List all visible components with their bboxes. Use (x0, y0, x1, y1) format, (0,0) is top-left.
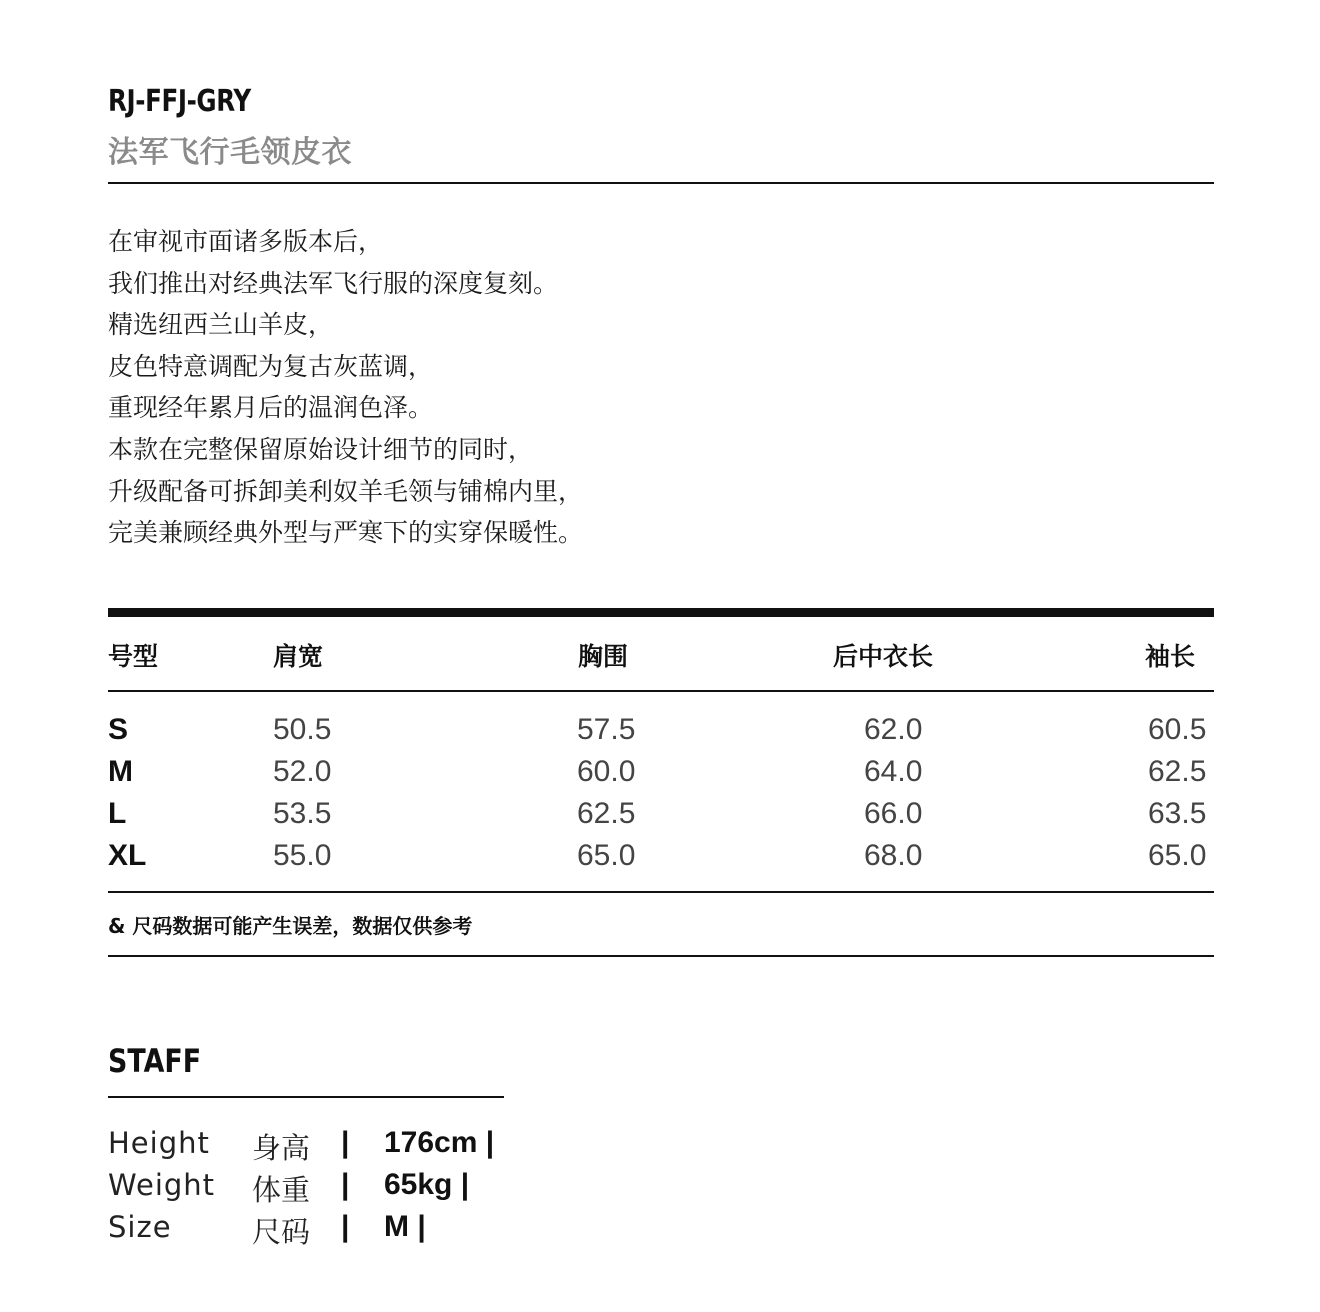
shoulder-value: 55.0 (273, 839, 332, 872)
staff-value: 176cm | (384, 1126, 495, 1159)
size-label: XL (108, 839, 147, 872)
back-length-value: 66.0 (864, 797, 923, 830)
staff-divider (108, 1096, 504, 1098)
note-divider (108, 955, 1214, 957)
sleeve-value: 62.5 (1148, 755, 1207, 788)
staff-label-zh: 体重 (252, 1173, 311, 1207)
header-shoulder: 肩宽 (273, 642, 324, 671)
staff-value: M | (384, 1210, 426, 1243)
description-line: 升级配备可拆卸美利奴羊毛领与铺棉内里， (108, 476, 584, 506)
chest-value: 57.5 (577, 713, 636, 746)
header-sleeve: 袖长 (1145, 642, 1196, 671)
staff-label-en: Height (108, 1126, 210, 1160)
shoulder-value: 53.5 (273, 797, 332, 830)
product-description (108, 221, 583, 554)
table-row (0, 794, 1320, 836)
product-name: 法军飞行毛领皮衣 (108, 135, 352, 170)
staff-separator: | (341, 1168, 350, 1201)
header-divider (108, 182, 1214, 184)
table-row (0, 836, 1320, 878)
size-disclaimer: & 尺码数据可能产生误差，数据仅供参考 (108, 914, 473, 938)
staff-label-en: Weight (108, 1168, 216, 1202)
header-chest: 胸围 (578, 642, 629, 671)
staff-separator: | (341, 1210, 350, 1243)
sleeve-value: 65.0 (1148, 839, 1207, 872)
description-line: 皮色特意调配为复古灰蓝调， (108, 351, 434, 381)
staff-row-weight (0, 1168, 700, 1210)
shoulder-value: 52.0 (273, 755, 332, 788)
chest-value: 60.0 (577, 755, 636, 788)
description-line: 本款在完整保留原始设计细节的同时， (108, 434, 534, 464)
shoulder-value: 50.5 (273, 713, 332, 746)
description-line: 重现经年累月后的温润色泽。 (108, 393, 434, 423)
back-length-value: 64.0 (864, 755, 923, 788)
chest-value: 62.5 (577, 797, 636, 830)
staff-title: STAFF (108, 1042, 202, 1080)
sleeve-value: 63.5 (1148, 797, 1207, 830)
table-header-rule (108, 690, 1214, 692)
chest-value: 65.0 (577, 839, 636, 872)
description-line: 在审视市面诸多版本后， (108, 227, 384, 256)
description-line: 完美兼顾经典外型与严寒下的实穿保暖性。 (108, 518, 584, 548)
staff-value: 65kg | (384, 1168, 470, 1201)
back-length-value: 68.0 (864, 839, 923, 872)
staff-row-height (0, 1126, 700, 1168)
description-line: 我们推出对经典法军飞行服的深度复刻。 (108, 268, 559, 298)
header-size: 号型 (108, 642, 159, 671)
size-label: L (108, 797, 127, 830)
table-row (0, 752, 1320, 794)
staff-label-zh: 尺码 (252, 1215, 311, 1249)
sleeve-value: 60.5 (1148, 713, 1207, 746)
back-length-value: 62.0 (864, 713, 923, 746)
size-label: S (108, 713, 129, 746)
table-top-rule (108, 608, 1214, 617)
header-back-length: 后中衣长 (833, 642, 934, 671)
staff-row-size (0, 1210, 700, 1252)
staff-label-en: Size (108, 1210, 172, 1244)
product-code: RJ-FFJ-GRY (108, 84, 251, 119)
table-bottom-rule (108, 891, 1214, 893)
table-row (0, 710, 1320, 752)
size-label: M (108, 755, 133, 788)
description-line: 精选纽西兰山羊皮， (108, 310, 334, 340)
staff-separator: | (341, 1126, 350, 1159)
staff-label-zh: 身高 (252, 1131, 311, 1165)
